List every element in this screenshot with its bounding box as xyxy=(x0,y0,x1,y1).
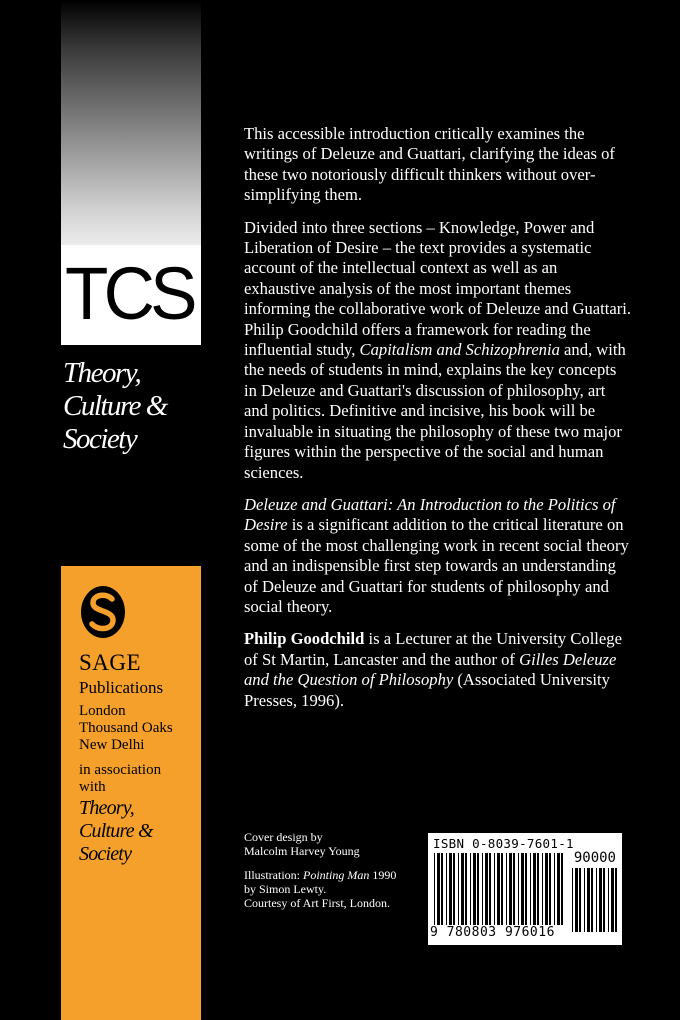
series-title-line: Theory, xyxy=(63,357,141,389)
barcode-stripe xyxy=(458,853,459,925)
back-cover-blurb xyxy=(244,124,632,723)
barcode-stripe xyxy=(537,853,539,925)
barcode-stripe xyxy=(449,853,452,925)
book-title: Capitalism and Schizophrenia xyxy=(359,340,560,360)
credit-text: 1990 xyxy=(369,868,397,882)
city: Thousand Oaks xyxy=(79,720,173,736)
barcode-stripe xyxy=(489,853,491,925)
credit-line: Courtesy of Art First, London. xyxy=(244,896,390,910)
series-line: Culture & xyxy=(79,820,153,842)
blurb-paragraph-2 xyxy=(244,218,632,483)
barcode-stripe xyxy=(434,853,435,925)
publisher-subtitle: Publications xyxy=(79,678,164,697)
blurb-paragraph-1: This accessible introduction critically examines the writings of Deleuze and Guattari, clarifying the ideas of these two notoriously difficult thinkers without over-simplifying them. xyxy=(244,124,615,205)
barcode-stripe xyxy=(549,853,551,925)
barcode-stripe xyxy=(470,853,471,925)
ean-number: 9 780803 976016 xyxy=(430,925,555,940)
barcode-stripe xyxy=(453,853,455,925)
barcode-stripe xyxy=(485,853,488,925)
blurb-text: (Associated University Presses, 1996). xyxy=(244,670,610,710)
barcode-stripe xyxy=(572,868,573,932)
credit-line: Malcolm Harvey Young xyxy=(244,844,360,858)
blurb-text: is a significant addition to the critical literature on some of the most challenging work in recent social theory and an indispensible first step towards an understanding of Deleuze and Guattari for students of philosophy and social theory. xyxy=(244,515,629,616)
barcode-stripe xyxy=(513,853,515,925)
barcode-stripe xyxy=(465,853,467,925)
association-line: with xyxy=(79,779,106,795)
blurb-text: Divided into three sections – Knowledge, Power and Liberation of Desire – the text provides a systematic account of the intellectual context as well as an exhaustive analysis of the most important themes informing the collaborative work of Deleuze and Guattari. Philip Goodchild offers a framework for reading the influential study, xyxy=(244,217,632,360)
isbn-number: ISBN 0-8039-7601-1 xyxy=(433,836,574,851)
barcode-stripe xyxy=(477,853,479,925)
book-title: Deleuze and Guattari: An Introduction to the Politics of Desire xyxy=(244,494,616,535)
barcode-stripe xyxy=(525,853,527,925)
barcode-stripe xyxy=(545,853,548,925)
barcode-stripe xyxy=(596,868,597,932)
cover-credits xyxy=(244,830,434,920)
publisher-name: SAGE xyxy=(79,650,142,675)
barcode-stripe xyxy=(497,853,500,925)
association-line: in association xyxy=(79,762,162,778)
book-title: Gilles Deleuze and the Question of Philosophy xyxy=(244,649,617,690)
author-name: Philip Goodchild xyxy=(244,629,365,649)
design-credit xyxy=(244,830,434,858)
author-bio xyxy=(244,629,632,711)
blurb-text: and, with the needs of students in mind, explains the key concepts in Deleuze and Guattari's discussion of philosophy, art and politics. Definitive and incisive, his book will be invaluable in situating the philosophy of these two major figures within the perspective of the social and human sciences. xyxy=(244,340,626,482)
publisher-series-title xyxy=(79,797,153,866)
barcode-stripe xyxy=(446,853,447,925)
tcs-logo-box xyxy=(61,245,201,345)
barcode-stripe xyxy=(591,868,593,932)
price-code: 90000 xyxy=(573,850,616,866)
series-line: Society xyxy=(79,843,132,865)
sage-logo-icon xyxy=(79,584,127,640)
barcode-stripe xyxy=(530,853,531,925)
barcode-stripe xyxy=(611,868,614,932)
barcode-stripe xyxy=(557,853,560,925)
barcode-stripe xyxy=(494,853,495,925)
barcode-stripe xyxy=(599,868,602,932)
barcode-stripe xyxy=(603,868,605,932)
barcode-stripe xyxy=(554,853,555,925)
barcode-stripe xyxy=(441,853,443,925)
barcode-stripe xyxy=(575,868,578,932)
barcode-stripe xyxy=(506,853,507,925)
barcode-stripe xyxy=(521,853,524,925)
credit-line: by Simon Lewty. xyxy=(244,882,327,896)
barcode-stripe xyxy=(518,853,519,925)
barcode-stripe xyxy=(461,853,464,925)
blurb-text: is a Lecturer at the University College of St Martin, Lancaster and the author of xyxy=(244,629,622,669)
credit-text: Illustration: xyxy=(244,868,303,882)
barcode-stripe xyxy=(509,853,512,925)
series-line: Theory, xyxy=(79,797,134,819)
blurb-paragraph-3 xyxy=(244,495,632,617)
barcode-stripe xyxy=(608,868,609,932)
tcs-logo-letters: TCS xyxy=(65,252,193,335)
barcode-stripe xyxy=(501,853,503,925)
credit-line: Cover design by xyxy=(244,830,323,844)
series-title-line: Society xyxy=(63,423,137,455)
publisher-panel xyxy=(61,566,201,1020)
publisher-cities xyxy=(79,703,173,754)
isbn-barcode xyxy=(428,833,622,945)
series-title xyxy=(63,357,203,456)
series-title-line: Culture & xyxy=(63,390,167,422)
barcode-stripe xyxy=(542,853,543,925)
barcode-stripe xyxy=(437,853,440,925)
illustration-title: Pointing Man xyxy=(303,868,370,882)
city: New Delhi xyxy=(79,737,145,753)
barcode-stripe xyxy=(587,868,590,932)
barcode-stripe xyxy=(533,853,536,925)
illustration-credit xyxy=(244,868,434,910)
barcode-stripe xyxy=(561,853,563,925)
barcode-stripe xyxy=(482,853,483,925)
barcode-stripe xyxy=(584,868,585,932)
city: London xyxy=(79,703,126,719)
association-label xyxy=(79,762,161,796)
barcode-stripe xyxy=(579,868,581,932)
barcode-stripe xyxy=(615,868,617,932)
barcode-stripe xyxy=(473,853,476,925)
spine-gradient xyxy=(61,0,201,245)
